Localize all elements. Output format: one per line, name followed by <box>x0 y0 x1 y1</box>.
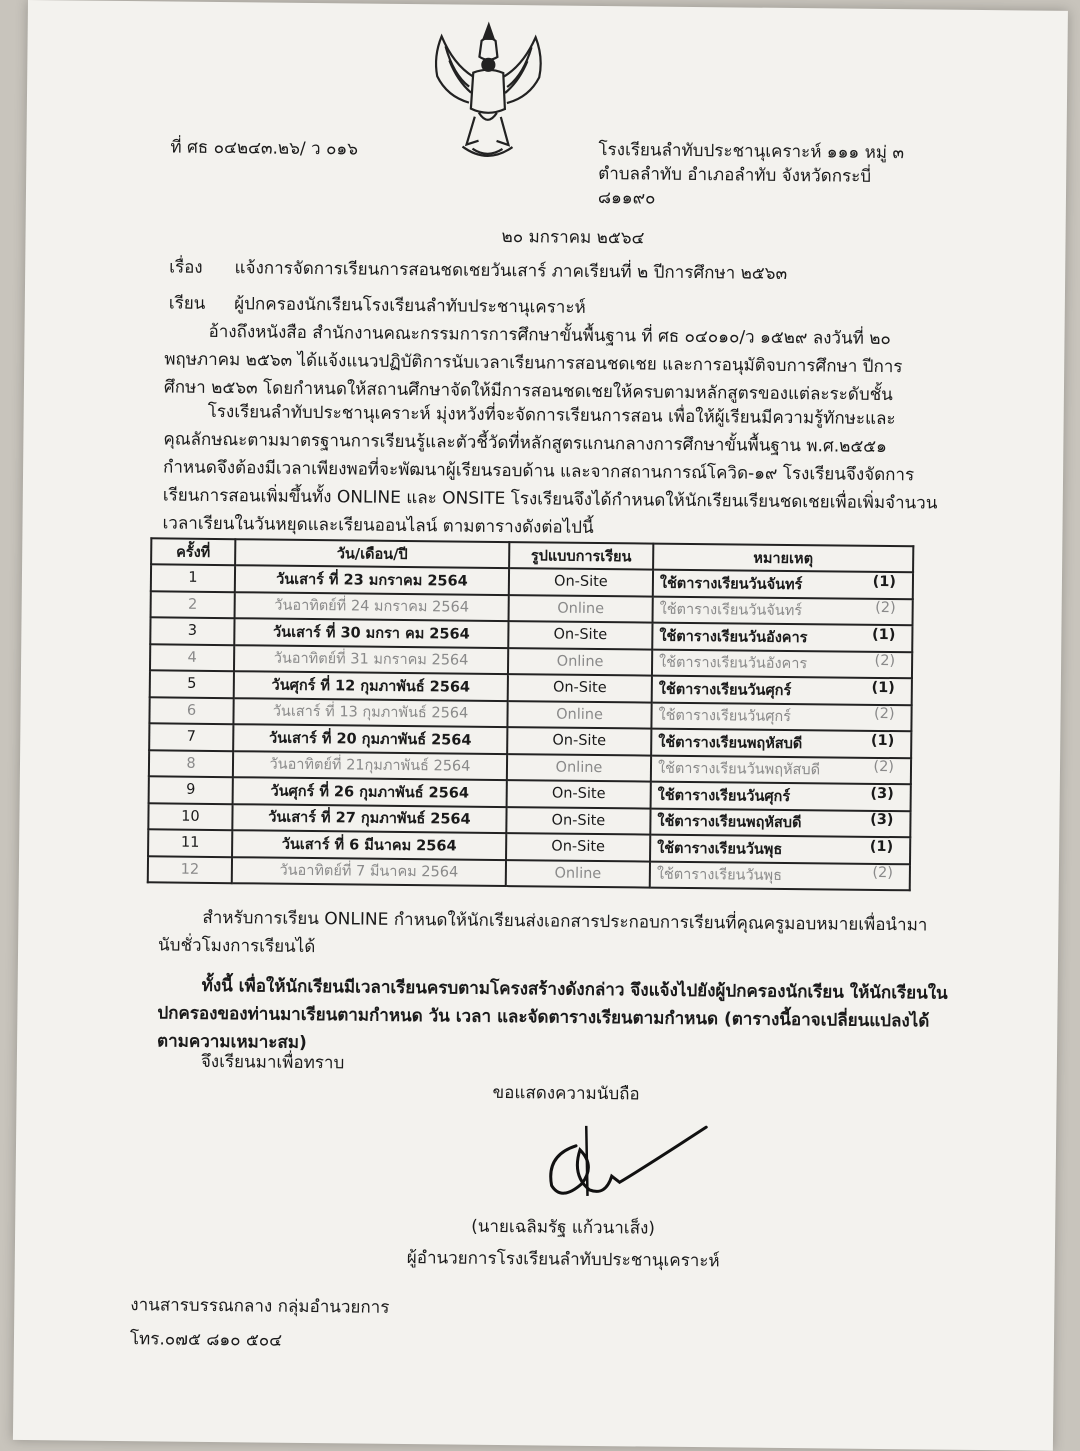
note-text: ใช้ตารางเรียนวันศุกร์ <box>658 681 792 699</box>
cell-mode: On-Site <box>508 621 652 649</box>
cell-date: วันอาทิตย์ที่ 31 มกราคม 2564 <box>234 645 508 674</box>
cell-date: วันอาทิตย์ที่ 7 มีนาคม 2564 <box>232 857 506 886</box>
reference-number: ที่ ศธ ๐๔๒๔๓.๒๖/ ว ๐๑๖ <box>170 137 359 160</box>
cell-mode: Online <box>507 701 651 729</box>
cell-mode: On-Site <box>506 833 650 861</box>
garuda-emblem-icon <box>422 16 554 167</box>
cell-no: 2 <box>151 591 235 618</box>
subject-line <box>169 253 787 286</box>
note-number: (1) <box>871 679 895 696</box>
cell-note <box>652 649 912 678</box>
note-text: ใช้ตารางเรียนวันพุธ <box>656 866 783 885</box>
cell-no: 10 <box>148 803 232 830</box>
recipient-text: ผู้ปกครองนักเรียนโรงเรียนลำทับประชานุเคราะห์ <box>234 294 586 318</box>
note-number: (2) <box>875 600 896 617</box>
note-number: (1) <box>871 626 896 643</box>
cell-no: 8 <box>149 750 233 777</box>
note-number: (2) <box>872 865 893 882</box>
cell-date: วันเสาร์ ที่ 13 กุมภาพันธ์ 2564 <box>233 698 507 727</box>
note-number: (1) <box>872 573 897 590</box>
document-page <box>13 0 1068 1451</box>
document-date: ๒๐ มกราคม ๒๕๖๔ <box>501 226 645 249</box>
cell-note <box>653 596 913 625</box>
cell-date: วันเสาร์ ที่ 6 มีนาคม 2564 <box>232 830 506 859</box>
cell-no: 4 <box>150 644 234 671</box>
cell-no: 11 <box>148 829 232 856</box>
cell-no: 12 <box>148 856 232 883</box>
cell-note <box>651 755 911 784</box>
cell-no: 9 <box>149 776 233 803</box>
cell-note <box>650 835 910 864</box>
header-note: หมายเหตุ <box>653 544 913 573</box>
note-number: (3) <box>870 785 894 802</box>
cell-note <box>651 702 911 731</box>
cell-mode: On-Site <box>509 568 653 596</box>
paragraph-online: สำหรับการเรียน ONLINE กำหนดให้นักเรียนส่งเอกสารประกอบการเรียนที่คุณครูมอบหมายเพื่อนำมานับชั่วโมงการเรียนได้ <box>158 907 928 958</box>
cell-mode: On-Site <box>507 780 651 808</box>
cell-date: วันศุกร์ ที่ 12 กุมภาพันธ์ 2564 <box>234 671 508 700</box>
cell-note <box>650 861 910 890</box>
cell-no: 7 <box>149 723 233 750</box>
cell-note <box>652 623 912 652</box>
paragraph-notice: ทั้งนี้ เพื่อให้นักเรียนมีเวลาเรียนครบตามโครงสร้างดังกล่าว จึงแจ้งไปยังผู้ปกครองนักเรียน ให้นักเรียนในปกครองของท่านมาเรียนตามกำหนด วัน เวลา และจัดตารางเรียนตามกำหนด (ตารางนี้อาจเปลี่ยนแปลงได้ตามความเหมาะสม) <box>156 975 948 1053</box>
note-text: ใช้ตารางเรียนวันพุธ <box>657 840 783 858</box>
note-number: (2) <box>873 706 895 723</box>
cell-mode: Online <box>508 648 652 676</box>
note-number: (3) <box>870 812 894 829</box>
note-text: ใช้ตารางเรียนพฤหัสบดี <box>657 813 802 832</box>
note-text: ใช้ตารางเรียนพฤหัสบดี <box>658 734 803 752</box>
note-text: ใช้ตารางเรียนวันศุกร์ <box>658 707 792 726</box>
paragraph-purpose: โรงเรียนลำทับประชานุเคราะห์ มุ่งหวังที่จะจัดการเรียนการสอน เพื่อให้ผู้เรียนมีความรู้ทักษะและคุณลักษณะตามมาตรฐานการเรียนรู้และตัวชี้วัดที่หลักสูตรแกนกลางการศึกษาขั้นพื้นฐาน พ.ศ.๒๕๕๑ กำหนดจึงต้องมีเวลาเพียงพอที่จะพัฒนาผู้เรียนรอบด้าน และจากสถานการณ์โควิด-๑๙ โรงเรียนจึงจัดการเรียนการสอนเพิ่มขึ้นทั้ง ONLINE และ ONSITE โรงเรียนจึงได้กำหนดให้นักเรียนเรียนชดเชยเพื่อเพิ่มจำนวนเวลาเรียนในวันหยุดและเรียนออนไลน์ ตามตารางดังต่อไปนี้ <box>162 401 938 538</box>
department: งานสารบรรณกลาง กลุ่มอำนวยการ <box>130 1295 390 1318</box>
cell-date: วันอาทิตย์ที่ 21กุมภาพันธ์ 2564 <box>233 751 507 780</box>
note-text: ใช้ตารางเรียนวันอังคาร <box>659 654 808 673</box>
cell-date: วันอาทิตย์ที่ 24 มกราคม 2564 <box>235 592 509 621</box>
cell-note <box>653 570 913 599</box>
cell-mode: On-Site <box>507 727 651 755</box>
note-number: (2) <box>873 759 895 776</box>
cell-mode: On-Site <box>508 674 652 702</box>
school-address: โรงเรียนลำทับประชานุเคราะห์ ๑๑๑ หมู่ ๓ ตำบลลำทับ อำเภอลำทับ จังหวัดกระบี่ ๘๑๑๙๐ <box>597 139 905 209</box>
note-text: ใช้ตารางเรียนวันจันทร์ <box>659 575 803 593</box>
cell-no: 5 <box>150 670 234 697</box>
cell-date: วันเสาร์ ที่ 27 กุมภาพันธ์ 2564 <box>232 804 506 833</box>
cell-mode: Online <box>509 595 653 623</box>
closing-inform: จึงเรียนมาเพื่อทราบ <box>200 1051 345 1074</box>
subject-text: แจ้งการจัดการเรียนการสอนชดเชยวันเสาร์ ภาคเรียนที่ ๒ ปีการศึกษา ๒๕๖๓ <box>234 258 788 284</box>
note-text: ใช้ตารางเรียนวันศุกร์ <box>657 787 791 805</box>
telephone: โทร.๐๗๕ ๘๑๐ ๕๐๔ <box>129 1329 283 1351</box>
note-number: (1) <box>870 732 895 749</box>
cell-mode: Online <box>506 860 650 888</box>
cell-no: 1 <box>151 564 235 591</box>
paragraph-reference: อ้างถึงหนังสือ สำนักงานคณะกรรมการการศึกษาขั้นพื้นฐาน ที่ ศธ ๐๔๐๑๐/ว ๑๕๒๙ ลงวันที่ ๒๐ พฤษภาคม ๒๕๖๓ ได้แจ้งแนวปฏิบัติการนับเวลาเรียนการสอนชดเชย และการอนุมัติจบการศึกษา ปีการศึกษา ๒๕๖๓ โดยกำหนดให้สถานศึกษาจัดให้มีการสอนชดเชยให้ครบตามหลักสูตรของแต่ละระดับชั้น <box>163 321 903 406</box>
subject-label: เรื่อง <box>169 257 203 278</box>
header-date: วัน/เดือน/ปี <box>235 539 509 568</box>
handwritten-signature <box>515 1105 716 1207</box>
cell-mode: On-Site <box>506 807 650 835</box>
cell-date: วันเสาร์ ที่ 30 มกรา คม 2564 <box>234 618 508 647</box>
note-text: ใช้ตารางเรียนวันอังคาร <box>659 628 808 646</box>
header-mode: รูปแบบการเรียน <box>509 542 653 570</box>
cell-no: 6 <box>149 697 233 724</box>
header-session: ครั้งที่ <box>151 538 235 565</box>
note-text: ใช้ตารางเรียนวันพฤหัสบดี <box>657 760 821 779</box>
cell-date: วันเสาร์ ที่ 20 กุมภาพันธ์ 2564 <box>233 724 507 753</box>
note-number: (2) <box>874 653 896 670</box>
cell-note <box>652 676 912 705</box>
cell-note <box>651 729 911 758</box>
cell-date: วันเสาร์ ที่ 23 มกราคม 2564 <box>235 565 509 594</box>
cell-date: วันศุกร์ ที่ 26 กุมภาพันธ์ 2564 <box>233 777 507 806</box>
cell-note <box>651 782 911 811</box>
closing-regards: ขอแสดงความนับถือ <box>492 1082 640 1105</box>
recipient-label: เรียน <box>168 293 206 314</box>
signer-title: ผู้อำนวยการโรงเรียนลำทับประชานุเคราะห์ <box>406 1248 720 1272</box>
schedule-table <box>147 537 915 891</box>
signer-name: (นายเฉลิมรัฐ แก้วนาเส็ง) <box>471 1216 656 1239</box>
note-number: (1) <box>869 838 894 855</box>
recipient-line <box>169 289 586 320</box>
cell-note <box>650 808 910 837</box>
note-text: ใช้ตารางเรียนวันจันทร์ <box>659 601 803 620</box>
cell-no: 3 <box>150 617 234 644</box>
cell-mode: Online <box>507 754 651 782</box>
